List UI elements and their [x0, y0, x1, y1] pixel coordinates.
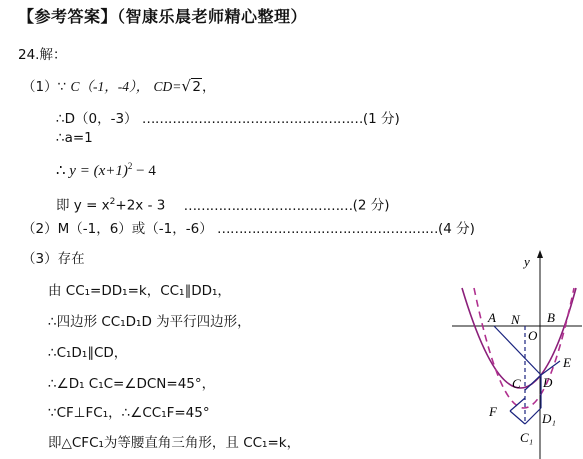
- label-b: B: [547, 310, 555, 325]
- vertex-form-tail: − 4: [132, 163, 156, 179]
- vertex-form: y = (x+1): [69, 163, 128, 179]
- line-cd: [525, 375, 541, 390]
- label-d1: D₁: [542, 411, 556, 426]
- part3-line2: ∴四边形 CC₁D₁D 为平行四边形，: [48, 314, 251, 330]
- part3-line5: ∵CF⊥FC₁，∴∠CC₁F=45°: [48, 405, 210, 421]
- score-1: (1 分): [362, 111, 400, 127]
- label-c1: C₁: [520, 430, 534, 445]
- line-c1d1: [525, 408, 541, 424]
- standard-form-tail: +2x - 3: [115, 197, 166, 214]
- part1-line2: [56, 110, 400, 128]
- line-fc: [510, 398, 525, 411]
- exponent: 2: [127, 161, 133, 171]
- part1-line1: [22, 78, 216, 96]
- dotted-leader: …………………………………: [183, 197, 353, 214]
- part1-prefix: （1）∵: [22, 79, 67, 95]
- score-2: (2 分): [352, 197, 390, 214]
- label-c: C: [512, 376, 521, 391]
- part1-line3: ∴a=1: [56, 130, 93, 146]
- part1-point-c: C（-1，-4），: [70, 79, 150, 94]
- y-axis-arrow: [537, 250, 543, 258]
- part1-line1-end: ，: [202, 79, 216, 95]
- dashed-parabola: [474, 288, 574, 408]
- part2-answer: （2）M（-1，6）或（-1，-6）: [22, 221, 213, 237]
- dotted-leader: ……………………………………………: [217, 221, 439, 237]
- sqrt-symbol: [181, 78, 202, 96]
- sqrt-radicand: 2: [192, 79, 201, 95]
- part3-line3: ∴C₁D₁∥CD，: [48, 345, 128, 361]
- part1-line4: [56, 157, 156, 180]
- part1-point-d: ∴D（0，-3）: [56, 111, 138, 127]
- exponent: 2: [109, 197, 116, 207]
- label-a: A: [488, 310, 496, 325]
- part1-cd: CD=: [153, 79, 182, 94]
- part1-line5: [56, 193, 390, 215]
- problem-number: 24.解：: [18, 47, 67, 63]
- dotted-leader: ……………………………………………: [141, 111, 363, 127]
- line-fc1: [510, 411, 525, 424]
- label-e: E: [563, 355, 571, 370]
- score-4: (4 分): [438, 221, 475, 237]
- standard-form: 即 y = x: [56, 197, 110, 214]
- label-n: N: [511, 312, 520, 327]
- therefore-symbol: ∴: [56, 163, 66, 179]
- part3-line1: 由 CC₁=DD₁=k，CC₁∥DD₁，: [48, 283, 231, 299]
- label-d: D: [543, 375, 553, 390]
- part3-line4: ∴∠D₁ C₁C=∠DCN=45°，: [48, 376, 216, 392]
- label-o: O: [528, 328, 538, 343]
- part2-line: [22, 220, 475, 238]
- solid-parabola: [462, 288, 576, 388]
- part3-heading: （3）存在: [22, 251, 85, 267]
- label-y: y: [524, 254, 530, 269]
- answer-title: 【参考答案】（智康乐晨老师精心整理）: [18, 7, 308, 26]
- parabola-figure: [448, 248, 583, 459]
- label-f: F: [489, 404, 497, 419]
- part3-line6: 即△CFC₁为等腰直角三角形，且 CC₁=k，: [48, 435, 301, 451]
